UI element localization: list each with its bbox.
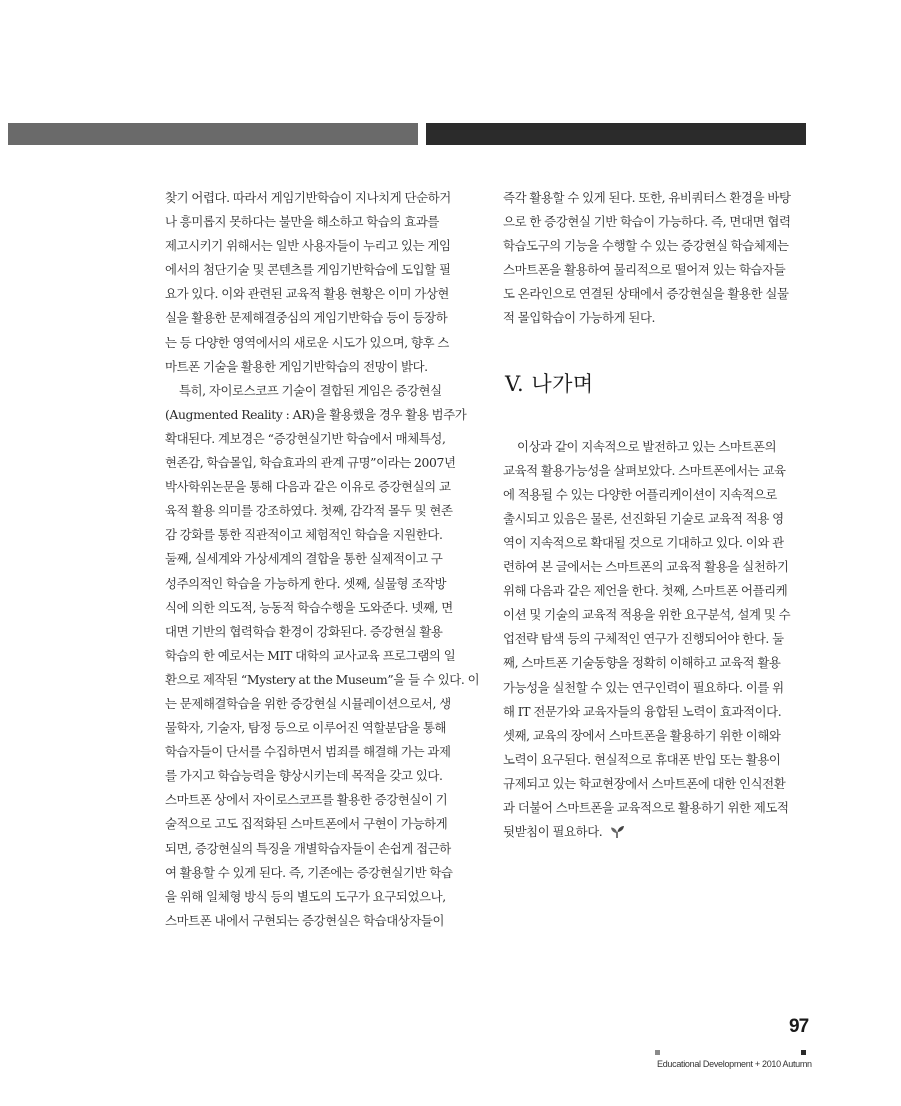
text-line: 찾기 어렵다. 따라서 게임기반학습이 지나치게 단순하거 [165, 190, 451, 205]
text-line: 요가 있다. 이와 관련된 교육적 활용 현황은 이미 가상현 [165, 286, 449, 302]
text-line: 뒷받침이 필요하다. [503, 820, 805, 847]
header-bar-right [426, 123, 806, 145]
text-line: 교육적 활용가능성을 살펴보았다. 스마트폰에서는 교육 [503, 462, 786, 478]
footer-square-left [655, 1050, 660, 1055]
text-line: 환으로 제작된 “Mystery at the Museum”을 들 수 있다. 이 [165, 671, 480, 687]
text-line: 박사학위논문을 통해 다음과 같은 이유로 증강현실의 교 [165, 479, 451, 495]
text-line: 과 더불어 스마트폰을 교육적으로 활용하기 위한 제도적 [503, 799, 789, 815]
text-line: 육적 활용 의미를 강조하였다. 첫째, 감각적 몰두 및 현존 [165, 503, 453, 519]
text-line: 술적으로 고도 집적화된 스마트폰에서 구현이 가능하게 [165, 816, 448, 832]
text-line: 되면, 증강현실의 특징을 개별학습자들이 손쉽게 접근하 [165, 840, 451, 856]
text-line: 에 적용될 수 있는 다양한 어플리케이션이 지속적으로 [503, 486, 777, 502]
text-line: 식에 의한 의도적, 능동적 학습수행을 도와준다. 넷째, 면 [165, 599, 453, 615]
text-line: 확대된다. 계보경은 “증강현실기반 학습에서 매체특성, [165, 430, 446, 446]
text-line: 업전략 탐색 등의 구체적인 연구가 진행되어야 한다. 둘 [503, 631, 784, 647]
text-line: 위해 다음과 같은 제언을 한다. 첫째, 스마트폰 어플리케 [503, 583, 788, 599]
text-line: 스마트폰 내에서 구현되는 증강현실은 학습대상자들이 [165, 912, 445, 928]
text-line: 으로 한 증강현실 기반 학습이 가능하다. 즉, 면대면 협력 [503, 214, 791, 230]
text-line: 해 IT 전문가와 교육자들의 융합된 노력이 효과적이다. [503, 703, 782, 719]
text-line: 학습자들이 단서를 수집하면서 범죄를 해결해 가는 과제 [165, 744, 451, 760]
text-line: 마트폰 기술을 활용한 게임기반학습의 전망이 밝다. [165, 358, 428, 374]
text-line: 출시되고 있음은 물론, 선진화된 기술로 교육적 적용 영 [503, 510, 784, 526]
text-line: 련하여 본 글에서는 스마트폰의 교육적 활용을 실천하기 [503, 559, 789, 575]
text-line: 실을 활용한 문제해결중심의 게임기반학습 등이 등장하 [165, 310, 448, 326]
text-line: 는 문제해결학습을 위한 증강현실 시뮬레이션으로서, 생 [165, 695, 451, 711]
text-line: 나 흥미롭지 못하다는 불만을 해소하고 학습의 효과를 [165, 214, 439, 230]
text-line: 스마트폰 상에서 자이로스코프를 활용한 증강현실이 기 [165, 792, 448, 808]
text-line: 물학자, 기술자, 탐정 등으로 이루어진 역할분담을 통해 [165, 720, 447, 736]
text-line: 셋째, 교육의 장에서 스마트폰을 활용하기 위한 이해와 [503, 727, 781, 743]
text-line: 는 등 다양한 영역에서의 새로운 시도가 있으며, 향후 스 [165, 334, 449, 350]
text-line: 째, 스마트폰 기술동향을 정확히 이해하고 교육적 활용 [503, 655, 781, 671]
right-top-paragraph [503, 186, 805, 331]
text-line: 감 강화를 통한 직관적이고 체험적인 학습을 지원한다. [165, 527, 443, 543]
text-line: 규제되고 있는 학교현장에서 스마트폰에 대한 인식전환 [503, 775, 786, 791]
sprout-icon [610, 823, 625, 847]
text-line: 가능성을 실천할 수 있는 연구인력이 필요하다. 이를 위 [503, 679, 784, 695]
text-line: 을 위해 일체형 방식 등의 별도의 도구가 요구되었으나, [165, 888, 446, 904]
footer-journal: Educational Development + 2010 Autumn [657, 1059, 812, 1069]
text-line: 특히, 자이로스코프 기술이 결합된 게임은 증강현실 [179, 382, 442, 398]
footer-square-right [801, 1050, 806, 1055]
text-line: 대면 기반의 협력학습 환경이 강화된다. 증강현실 활용 [165, 623, 443, 639]
page-number: 97 [789, 1016, 809, 1037]
body-paragraph [165, 186, 467, 379]
text-line: 학습의 한 예로서는 MIT 대학의 교사교육 프로그램의 일 [165, 647, 456, 663]
text-line: 를 가지고 학습능력을 향상시키는데 목적을 갖고 있다. [165, 768, 443, 784]
text-line: 여 활용할 수 있게 된다. 즉, 기존에는 증강현실기반 학습 [165, 864, 453, 880]
text-line: 학습도구의 기능을 수행할 수 있는 증강현실 학습체제는 [503, 238, 789, 254]
text-line: 노력이 요구된다. 현실적으로 휴대폰 반입 또는 활용이 [503, 751, 781, 767]
text-line: 스마트폰을 활용하여 물리적으로 떨어져 있는 학습자들 [503, 262, 786, 278]
left-column [165, 186, 480, 933]
text-line: 제고시키기 위해서는 일반 사용자들이 누리고 있는 게임 [165, 238, 451, 254]
text-line: 에서의 첨단기술 및 콘텐츠를 게임기반학습에 도입할 필 [165, 262, 451, 278]
section-heading: V. 나가며 [505, 371, 594, 396]
text-line: 즉각 활용할 수 있게 된다. 또한, 유비쿼터스 환경을 바탕 [503, 190, 791, 205]
text-line: 성주의적인 학습을 가능하게 한다. 셋째, 실물형 조작방 [165, 575, 447, 591]
conclusion-paragraph [503, 435, 805, 848]
body-paragraph [165, 379, 480, 933]
text-line: 도 온라인으로 연결된 상태에서 증강현실을 활용한 실물 [503, 286, 789, 302]
text-line: 이상과 같이 지속적으로 발전하고 있는 스마트폰의 [517, 438, 777, 454]
header-bar-left [8, 123, 418, 145]
text-line: 현존감, 학습몰입, 학습효과의 관계 규명”이라는 2007년 [165, 455, 456, 471]
text-line: 역이 지속적으로 확대될 것으로 기대하고 있다. 이와 관 [503, 534, 784, 550]
text-line: (Augmented Reality : AR)을 활용했을 경우 활용 범주가 [165, 406, 467, 422]
text-line: 이션 및 기술의 교육적 적용을 위한 요구분석, 설계 및 수 [503, 607, 791, 623]
text-line: 둘째, 실세계와 가상세계의 결합을 통한 실제적이고 구 [165, 551, 443, 567]
right-column [503, 186, 805, 847]
text-line: 적 몰입학습이 가능하게 된다. [503, 310, 656, 326]
